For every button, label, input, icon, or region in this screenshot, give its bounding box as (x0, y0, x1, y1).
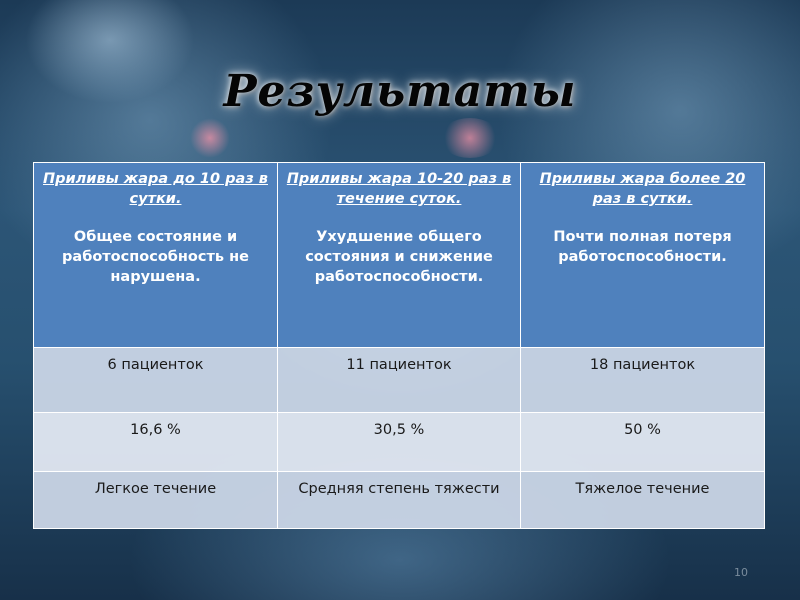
table-row-patients (34, 348, 765, 413)
header-description: Почти полная потеря работоспособности. (553, 229, 732, 265)
decorative-glow-center (440, 118, 500, 158)
slide-number: 10 (734, 566, 748, 579)
table-cell: Легкое течение (34, 472, 278, 529)
table-cell: 11 пациенток (278, 348, 521, 413)
header-frequency: Приливы жара до 10 раз в сутки. (43, 171, 268, 207)
table-row-percent (34, 413, 765, 472)
table-cell: Средняя степень тяжести (278, 472, 521, 529)
header-frequency: Приливы жара более 20 раз в сутки. (539, 171, 746, 207)
header-cell-3 (521, 163, 765, 348)
header-description: Ухудшение общего состояния и снижение работоспособности. (305, 229, 493, 285)
decorative-glow-left (190, 118, 230, 158)
table-header-row (34, 163, 765, 348)
table-cell: 30,5 % (278, 413, 521, 472)
table-cell: 50 % (521, 413, 765, 472)
header-frequency: Приливы жара 10-20 раз в течение суток. (286, 171, 512, 207)
table-row-severity (34, 472, 765, 529)
table-cell: Тяжелое течение (521, 472, 765, 529)
header-cell-1 (34, 163, 278, 348)
table-cell: 6 пациенток (34, 348, 278, 413)
header-cell-2 (278, 163, 521, 348)
slide-title: Результаты (223, 66, 577, 117)
table-cell: 16,6 % (34, 413, 278, 472)
table-cell: 18 пациенток (521, 348, 765, 413)
results-table (33, 162, 765, 529)
header-description: Общее состояние и работоспособность не нарушена. (62, 229, 249, 285)
